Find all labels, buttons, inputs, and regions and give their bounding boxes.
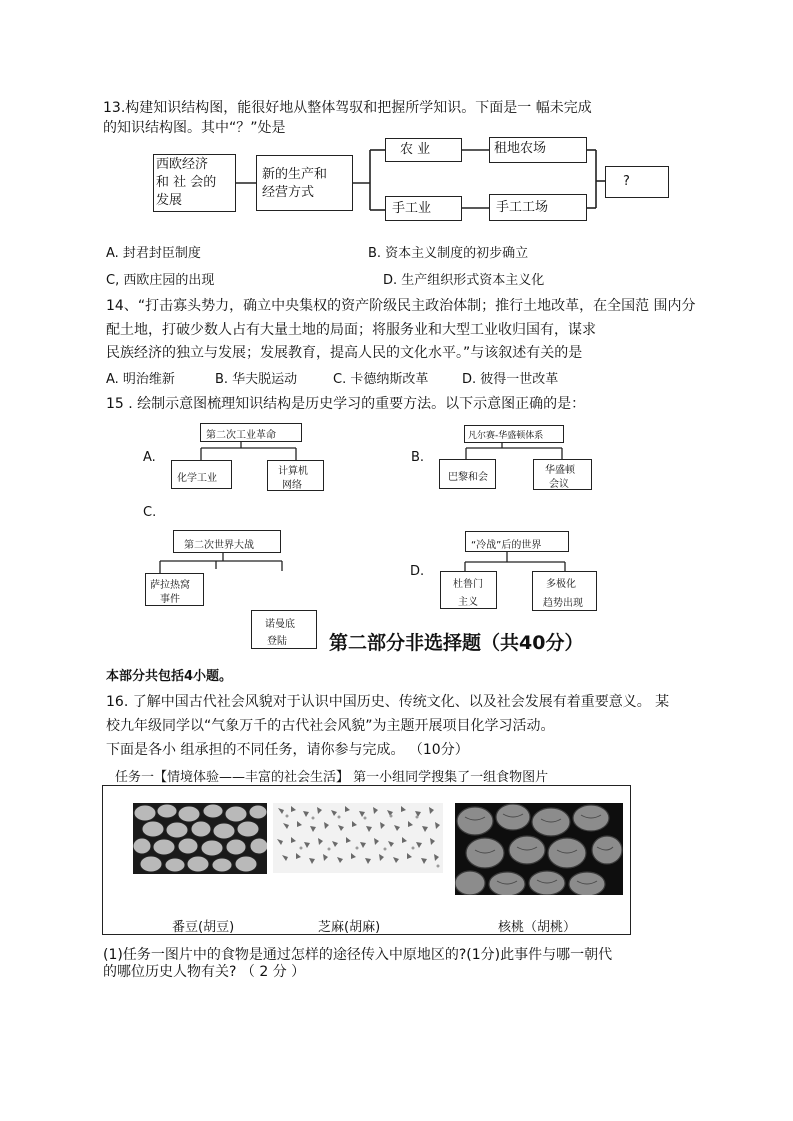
q15-b-right-line1: 华盛顿	[545, 465, 575, 476]
q15-a-top-text: 第二次工业革命	[206, 430, 276, 441]
q15-c-top-text: 第二次世界大战	[184, 540, 254, 551]
q15-d-top-text: “冷战”后的世界	[471, 540, 542, 551]
q16-line3: 下面是各小 组承担的不同任务，请你参与完成。 （10分）	[106, 742, 469, 758]
q14-line2: 配土地，打破少数人占有大量土地的局面；将服务业和大型工业收归国有，谋求	[106, 322, 596, 338]
q15-d-label: D.	[410, 564, 425, 579]
q13-handi-label: 手工业	[392, 201, 432, 216]
q15-b-top-text: 凡尔赛-华盛顿体系	[468, 431, 544, 441]
caption-broad-beans: 番豆(胡豆)	[172, 920, 235, 935]
sesame-image	[273, 803, 443, 873]
q15-d-left-line2: 主义	[458, 597, 478, 608]
walnuts-image	[455, 803, 623, 895]
q15-c-label: C.	[143, 505, 157, 520]
q14-option-b: B. 华夫脱运动	[215, 372, 298, 387]
q15-d-left-line1: 杜鲁门	[453, 579, 483, 590]
q13-box1-line2: 和 社 会的	[156, 175, 217, 190]
q16-sub1-line1: (1)任务一图片中的食物是通过怎样的途径传入中原地区的?(1分)此事件与哪一朝代	[103, 947, 613, 963]
q15-c-top-box	[173, 530, 281, 553]
q14-option-d: D. 彼得一世改革	[462, 372, 559, 387]
q15-d-left-box	[440, 571, 497, 609]
q15-b-top-box	[464, 425, 564, 443]
q16-line1: 16. 了解中国古代社会风貌对于认识中国历史、传统文化、以及社会发展有着重要意义。 某	[106, 694, 670, 710]
q15-a-right-line1: 计算机	[278, 466, 308, 477]
q13-option-d: D. 生产组织形式资本主义化	[383, 273, 545, 288]
q13-agri-label: 农 业	[400, 142, 431, 157]
q13-stem-line1: 13.构建知识结构图，能很好地从整体驾驭和把握所学知识。下面是一 幅未完成	[103, 100, 592, 116]
q15-a-label: A.	[143, 450, 156, 465]
q15-c-left-line2: 事件	[160, 594, 180, 605]
q15-d-right-line1: 多极化	[546, 579, 576, 590]
q15-d-top-box	[465, 531, 569, 552]
q14-line3: 民族经济的独立与发展；发展教育，提高人民的文化水平。”与该叙述有关的是	[106, 345, 583, 361]
q13-box2-line1: 新的生产和	[262, 167, 328, 182]
q15-d-right-line2: 趋势出现	[543, 598, 583, 609]
q16-sub1-line2: 的哪位历史人物有关? （ 2 分 ）	[103, 964, 306, 980]
q15-a-right-line2: 网络	[282, 480, 302, 491]
q15-c-left-line1: 萨拉热窝	[150, 580, 190, 591]
q16-task1: 任务一【情境体验——丰富的社会生活】 第一小组同学搜集了一组食物图片	[115, 770, 549, 785]
q13-option-a: A. 封君封臣制度	[106, 246, 201, 261]
q15-c-bottom-line2: 登陆	[267, 636, 287, 647]
q14-line1: 14、“打击寡头势力，确立中央集权的资产阶级民主政治体制；推行土地改革，在全国范 围内分	[106, 298, 696, 314]
q13-workshop-label: 手工工场	[496, 200, 549, 215]
part2-title: 第二部分非选择题（共40分）	[329, 632, 584, 654]
q15-b-left-box	[439, 459, 496, 489]
q15-a-left-text: 化学工业	[177, 473, 217, 484]
q16-line2: 校九年级同学以“气象万千的古代社会风貌”为主题开展项目化学习活动。	[106, 718, 555, 734]
part2-note: 本部分共包括4小题。	[106, 669, 233, 684]
q15-b-right-box	[533, 459, 592, 490]
q15-b-left-text: 巴黎和会	[448, 472, 488, 483]
q14-option-c: C. 卡德纳斯改革	[333, 372, 429, 387]
q15-c-left-box	[145, 573, 204, 606]
q13-box1-line3: 发展	[156, 193, 183, 208]
q15-a-top-box	[200, 423, 302, 442]
q14-option-a: A. 明治维新	[106, 372, 175, 387]
q15-c-bottom-line1: 诺曼底	[265, 619, 295, 630]
q15-a-left-box	[171, 460, 232, 489]
q13-stem-line2: 的知识结构图。其中“？”处是	[103, 120, 286, 136]
broad-beans-image	[133, 803, 267, 874]
q15-stem: 15 . 绘制示意图梳理知识结构是历史学习的重要方法。以下示意图正确的是：	[106, 396, 586, 412]
q13-farm-label: 租地农场	[494, 141, 547, 156]
q13-box2-line2: 经营方式	[262, 185, 315, 200]
q15-b-right-line2: 会议	[549, 479, 569, 490]
q13-option-b: B. 资本主义制度的初步确立	[368, 246, 529, 261]
q15-a-right-box	[267, 460, 324, 491]
caption-sesame: 芝麻(胡麻)	[318, 920, 381, 935]
q13-option-c: C, 西欧庄园的出现	[106, 273, 215, 288]
caption-walnuts: 核桃（胡桃）	[498, 920, 577, 935]
q15-c-bottom-box	[251, 610, 317, 649]
q13-box1-line1: 西欧经济	[156, 157, 209, 172]
q15-b-label: B.	[411, 450, 425, 465]
q13-unknown-label: ?	[623, 174, 630, 189]
q15-d-right-box	[532, 571, 597, 611]
